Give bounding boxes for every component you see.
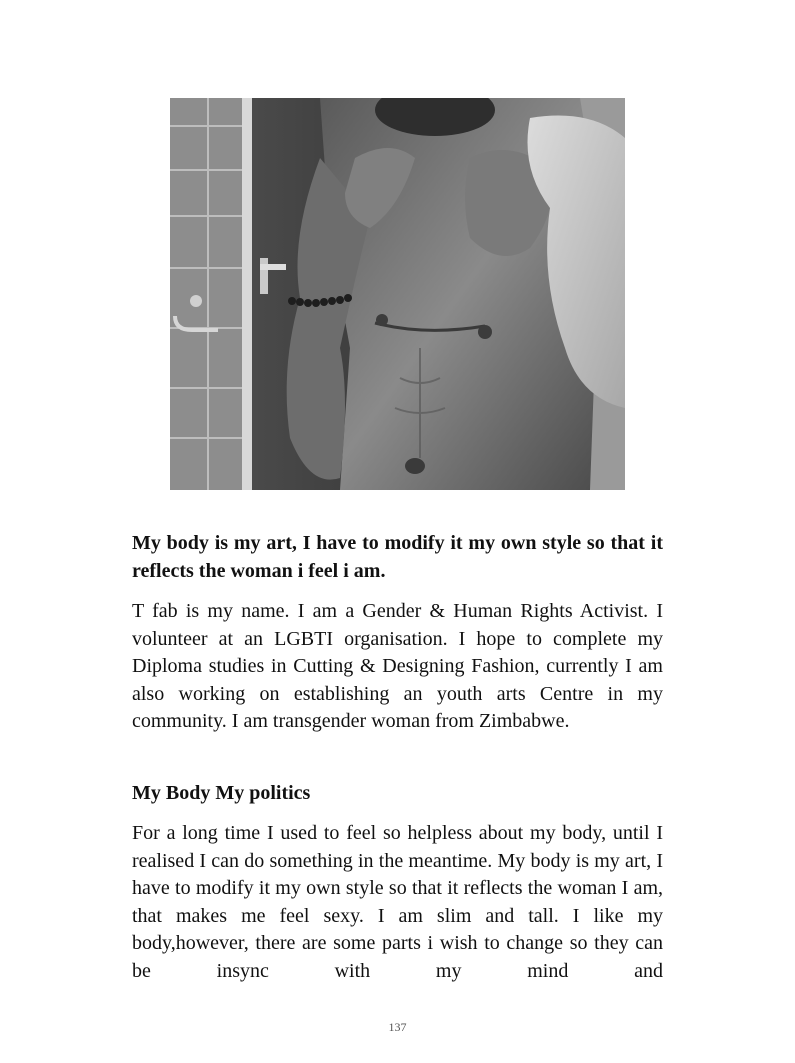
pull-quote [132,529,663,585]
section-heading: My Body My politics [132,782,311,804]
photo-illustration [170,98,625,490]
intro-paragraph: T fab is my name. I am a Gender & Human Rights Activist. I volunteer at an LGBTI organisation. I hope to complete my Diploma studies in Cutting & Designing Fashion, currently I am also working on establishing an youth arts Centre in my community. I am transgender woman from Zimbabwe. [132,600,663,733]
body-paragraph-block [132,820,663,988]
quote-text: My body is my art, I have to modify it my own style so that it reflects the woman i feel i am. [132,532,663,582]
page-number: 137 [388,1020,407,1034]
section-heading-block [132,779,663,807]
body-paragraph: For a long time I used to feel so helpless about my body, until I realised I can do something in the meantime. My body is my art, I have to modify it my own style so that it reflects the woman I am, that makes me feel sexy. I am slim and tall. I like my body,however, there are some parts i wish to change so they can be insync with my mind and [132,822,663,982]
photograph [170,98,625,490]
intro-paragraph-block [132,598,663,736]
